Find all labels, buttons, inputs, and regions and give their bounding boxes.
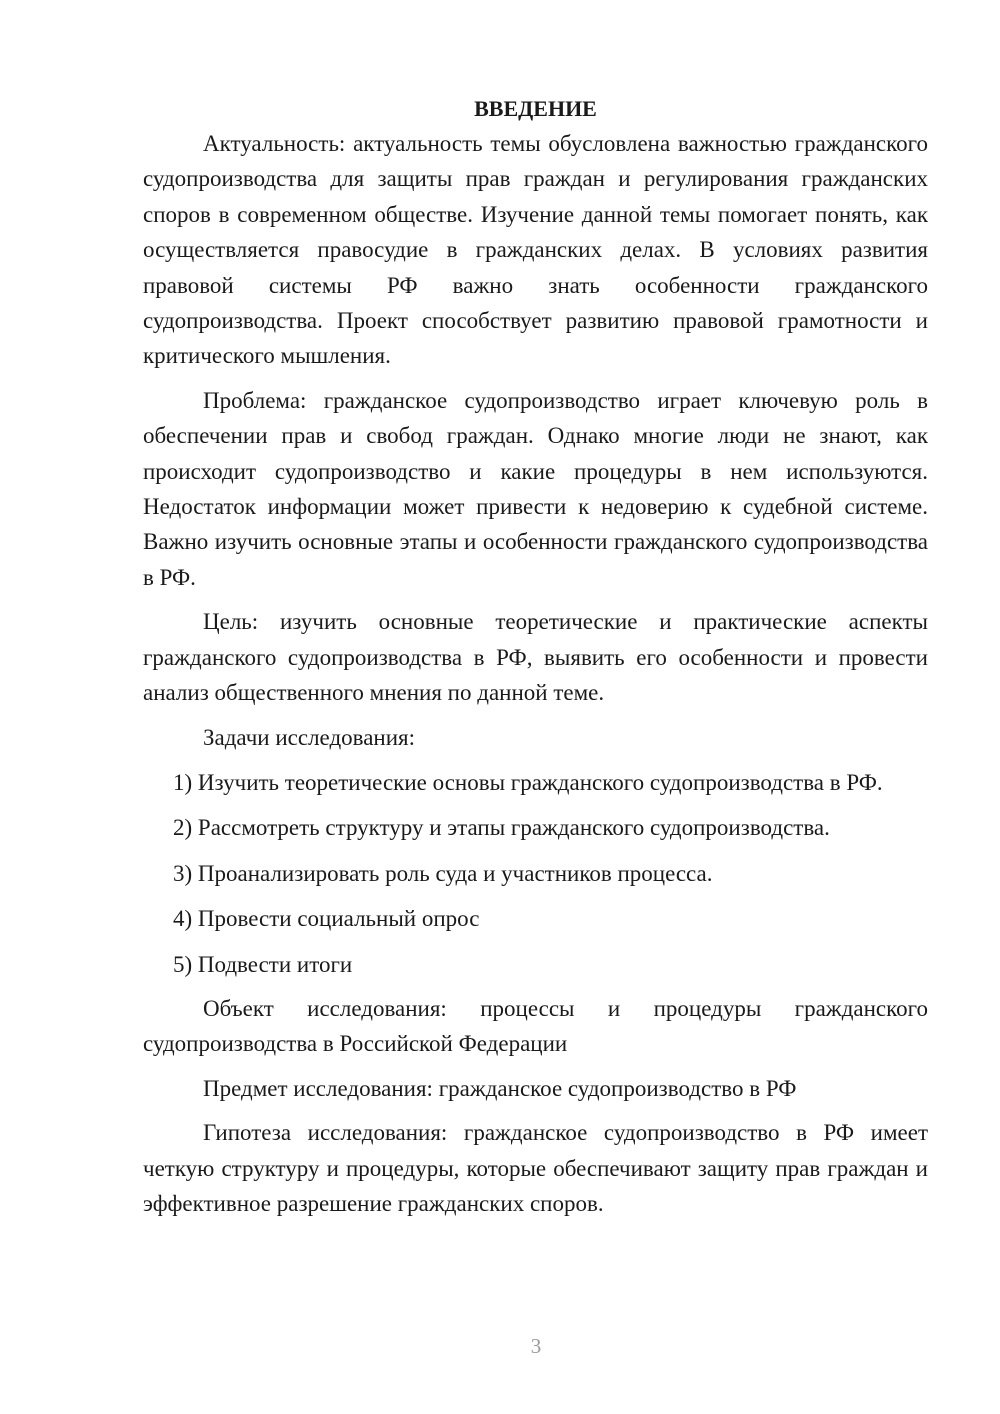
paragraph-subject: Предмет исследования: гражданское судопроизводство в РФ <box>203 1075 797 1101</box>
section-heading: ВВЕДЕНИЕ <box>474 96 597 121</box>
task-item-1: 1) Изучить теоретические основы гражданского судопроизводства в РФ. <box>173 769 883 795</box>
paragraph-object: Объект исследования: процессы и процедуры гражданского судопроизводства в Российской Федерации <box>143 995 928 1057</box>
paragraph-tasks-title: Задачи исследования: <box>203 724 416 750</box>
task-item-4: 4) Провести социальный опрос <box>173 906 480 932</box>
paragraph-relevance: Актуальность: актуальность темы обусловлена важностью гражданского судопроизводства для защиты прав граждан и регулирования гражданских споров в современном обществе. Изучение данной темы помогает понять, как осуществляется правосудие в гражданских делах. В условиях развития правовой системы РФ важно знать особенности гражданского судопроизводства. Проект способствует развитию правовой грамотности и критического мышления. <box>143 131 928 369</box>
paragraph-goal: Цель: изучить основные теоретические и практические аспекты гражданского судопроизводства в РФ, выявить его особенности и провести анализ общественного мнения по данной теме. <box>143 609 928 706</box>
page-number: 3 <box>530 1334 542 1358</box>
task-item-3: 3) Проанализировать роль суда и участников процесса. <box>173 860 713 886</box>
task-item-2: 2) Рассмотреть структуру и этапы гражданского судопроизводства. <box>173 815 830 841</box>
paragraph-problem: Проблема: гражданское судопроизводство играет ключевую роль в обеспечении прав и свобод граждан. Однако многие люди не знают, как происходит судопроизводство и какие процедуры в нем используются. Недостаток информации может привести к недоверию к судебной системе. Важно изучить основные этапы и особенности гражданского судопроизводства в РФ. <box>143 387 928 590</box>
paragraph-hypothesis: Гипотеза исследования: гражданское судопроизводство в РФ имеет четкую структуру и процедуры, которые обеспечивают защиту прав граждан и эффективное разрешение гражданских споров. <box>143 1120 928 1216</box>
task-item-5: 5) Подвести итоги <box>173 951 353 977</box>
document-page <box>143 92 928 1221</box>
